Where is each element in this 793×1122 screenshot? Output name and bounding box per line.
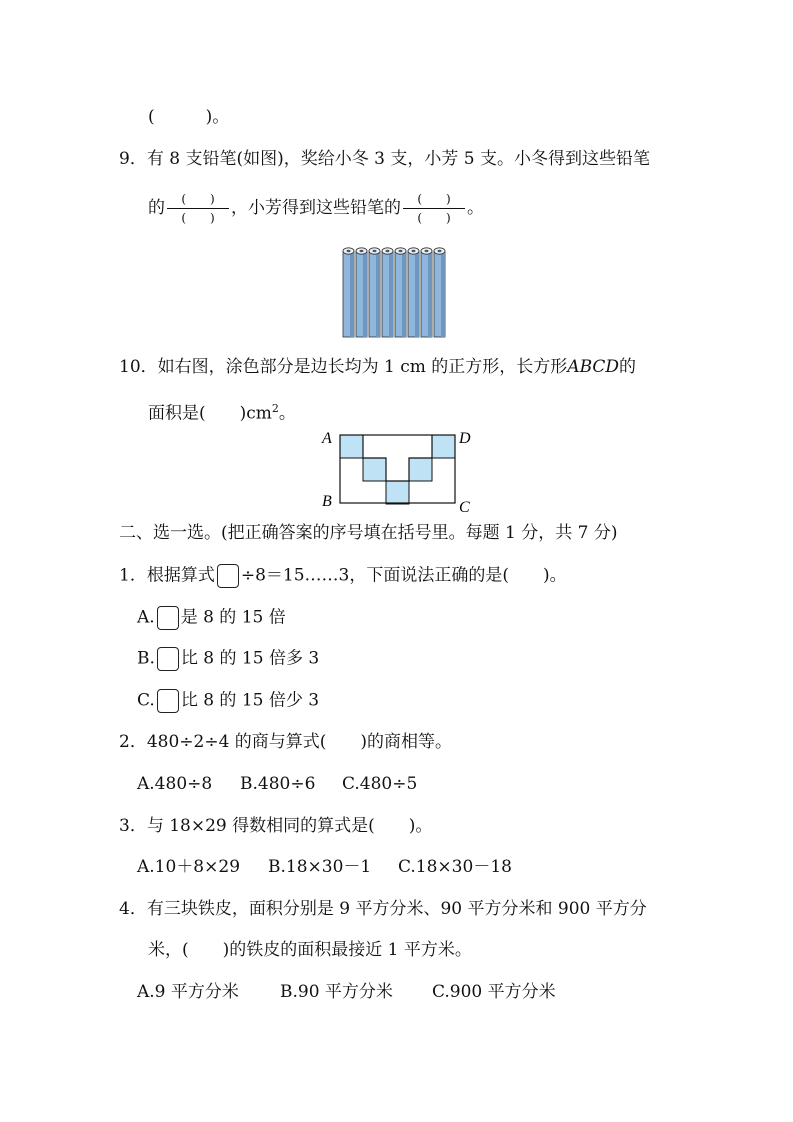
q10-line2 bbox=[148, 398, 296, 425]
q4-line1: 4．有三块铁皮，面积分别是 9 平方分米、90 平方分米和 900 平方分 bbox=[119, 899, 647, 919]
q2-option-c: C.480÷5 bbox=[342, 774, 418, 794]
q9-fraction-1-den: ( ) bbox=[181, 211, 215, 225]
label-b: B bbox=[322, 493, 332, 510]
q1-option-c bbox=[137, 689, 319, 713]
pencil bbox=[395, 248, 406, 337]
q1-option-a bbox=[137, 606, 286, 630]
pencils-figure bbox=[340, 243, 452, 341]
q8-answer-blank: ( )。 bbox=[148, 107, 230, 127]
q1-option-a-box bbox=[157, 606, 179, 630]
q10-line2-b: 。 bbox=[278, 403, 296, 424]
q1-option-b-label: B. bbox=[137, 648, 155, 669]
q9-line2-b: ，小芳得到这些铅笔的 bbox=[231, 198, 401, 218]
pencil bbox=[343, 248, 354, 337]
q9-fraction-2-den: ( ) bbox=[417, 211, 451, 225]
q10-abcd: ABCD bbox=[567, 357, 620, 377]
shaded-square bbox=[386, 481, 409, 504]
pencil bbox=[369, 248, 380, 337]
q10-line1-a: 10．如右图，涂色部分是边长均为 1 cm 的正方形，长方形 bbox=[119, 357, 568, 377]
q4-option-a: A.9 平方分米 bbox=[137, 982, 239, 1002]
q1-stem bbox=[119, 564, 567, 588]
shaded-square bbox=[340, 435, 363, 458]
label-d: D bbox=[459, 430, 471, 447]
label-c: C bbox=[459, 499, 470, 516]
q1-option-c-box bbox=[157, 689, 179, 713]
q9-line2-c: 。 bbox=[467, 198, 484, 218]
q3-option-a: A.10＋8×29 bbox=[137, 857, 241, 877]
pencil bbox=[434, 248, 445, 337]
rectangle-abcd-figure bbox=[318, 426, 478, 516]
pencil bbox=[382, 248, 393, 337]
q4-option-b: B.90 平方分米 bbox=[280, 982, 393, 1002]
shaded-square bbox=[363, 458, 386, 481]
q10-line1-b: 的 bbox=[619, 357, 637, 377]
q2-option-b: B.480÷6 bbox=[240, 774, 316, 794]
q1-stem-b: ÷8＝15……3，下面说法正确的是( )。 bbox=[240, 565, 567, 586]
q10-line2-a: 面积是( )cm bbox=[148, 403, 272, 424]
q3-option-b: B.18×30－1 bbox=[268, 857, 372, 877]
pencil bbox=[356, 248, 367, 337]
section2-title: 二、选一选。(把正确答案的序号填在括号里。每题 1 分，共 7 分) bbox=[119, 523, 618, 543]
shaded-square bbox=[409, 458, 432, 481]
q4-line2: 米，( )的铁皮的面积最接近 1 平方米。 bbox=[148, 940, 472, 960]
q10-line2-sup: 2 bbox=[271, 402, 279, 415]
pencil bbox=[408, 248, 419, 337]
q1-blank-box bbox=[217, 564, 239, 588]
label-a: A bbox=[322, 430, 332, 447]
q1-option-c-label: C. bbox=[137, 690, 155, 711]
q3-option-c: C.18×30－18 bbox=[398, 857, 512, 877]
q1-option-b-box bbox=[157, 647, 179, 671]
q9-line1: 9．有 8 支铅笔(如图)，奖给小冬 3 支，小芳 5 支。小冬得到这些铅笔 bbox=[119, 149, 650, 169]
q1-option-b-text: 比 8 的 15 倍多 3 bbox=[180, 648, 320, 669]
q10-line1 bbox=[119, 356, 636, 378]
q3-stem: 3．与 18×29 得数相同的算式是( )。 bbox=[119, 816, 433, 836]
q1-option-a-text: 是 8 的 15 倍 bbox=[180, 607, 286, 628]
pencil bbox=[421, 248, 432, 337]
q1-stem-a: 1．根据算式 bbox=[119, 565, 215, 586]
shaded-square bbox=[432, 435, 455, 458]
q9-line2-a: 的 bbox=[148, 198, 165, 218]
q9-fraction-2-num: ( ) bbox=[417, 192, 451, 206]
q4-option-c: C.900 平方分米 bbox=[432, 982, 556, 1002]
q9-line2 bbox=[148, 188, 484, 228]
q1-option-b bbox=[137, 647, 319, 671]
q9-fraction-1 bbox=[167, 192, 229, 225]
q1-option-a-label: A. bbox=[137, 607, 155, 628]
q2-option-a: A.480÷8 bbox=[137, 774, 213, 794]
q9-fraction-1-num: ( ) bbox=[181, 192, 215, 206]
q1-option-c-text: 比 8 的 15 倍少 3 bbox=[180, 690, 320, 711]
q2-stem: 2．480÷2÷4 的商与算式( )的商相等。 bbox=[119, 732, 453, 752]
q9-fraction-2 bbox=[403, 192, 465, 225]
